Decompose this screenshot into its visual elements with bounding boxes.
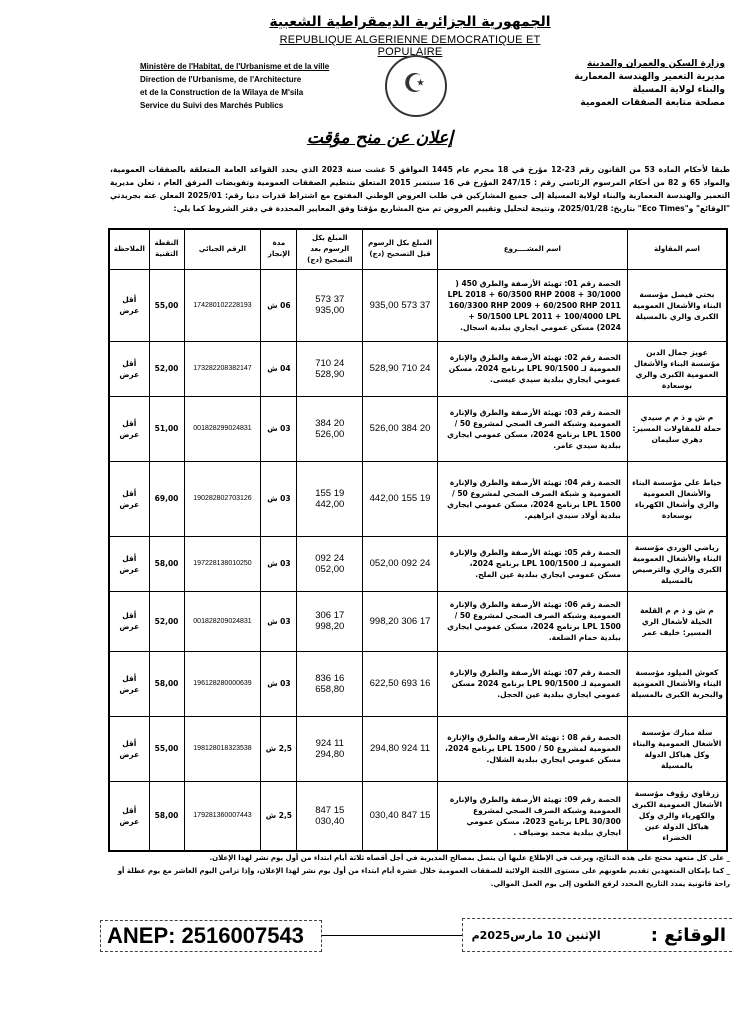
cell-project: الحصة رقم 01: تهيئة الأرصفة والطرق 450 ( 30/1000 LPL 2018 + 60/3500 RHP 2008 + 160/3300 RHP 2009 + 60/2500 RHP 2011 + 50/1500 LPL 2011 + 100/4000 LPL 2024) مسكن عمومي ايجاري ببلدية اسجال. xyxy=(437,269,627,341)
table-row xyxy=(109,536,727,591)
cell-duration: 03 ش xyxy=(261,461,297,536)
column-header-remark: الملاحظة xyxy=(109,229,149,269)
cell-amount-before: 20 384 526,00 xyxy=(363,396,438,461)
cell-duration: 03 ش xyxy=(261,536,297,591)
cell-remark: أقل عرض xyxy=(109,651,149,716)
cell-technical-score: 58,00 xyxy=(149,651,184,716)
cell-amount-after: 11 924 294,80 xyxy=(297,716,363,781)
cell-amount-after: 16 836 658,80 xyxy=(297,651,363,716)
cell-tax-id: 174280102228193 xyxy=(184,269,261,341)
cell-remark: أقل عرض xyxy=(109,591,149,651)
cell-technical-score: 55,00 xyxy=(149,269,184,341)
cell-project: الحصة رقم 05: تهيئة الأرصفة والطرق والإنارة العمومية لـ 100/1500 LPL برنامج 2024، مسكن عمومي ايجاري ببلدية عين الملح. xyxy=(437,536,627,591)
ar-ministry-block xyxy=(505,58,725,110)
cell-duration: 03 ش xyxy=(261,396,297,461)
cell-technical-score: 69,00 xyxy=(149,461,184,536)
column-header-amount-before: المبلغ بكل الرسوم قبل التصحيح (دج) xyxy=(363,229,438,269)
fr-line: Service du Suivi des Marchés Publics xyxy=(140,101,284,110)
ar-line: مديرية التعمير والهندسة المعمارية xyxy=(574,72,725,82)
table-row xyxy=(109,591,727,651)
cell-amount-after: 17 306 998,20 xyxy=(297,591,363,651)
cell-tax-id: 173282208382147 xyxy=(184,341,261,396)
national-seal-icon xyxy=(385,55,447,117)
cell-remark: أقل عرض xyxy=(109,781,149,851)
table-row xyxy=(109,781,727,851)
awards-table xyxy=(108,228,728,852)
column-header-duration: مدة الإنجاز xyxy=(261,229,297,269)
table-row xyxy=(109,461,727,536)
cell-company: خياط علي مؤسسة البناء والأشغال العمومية والري وأشغال الكهرباء بوسعادة xyxy=(627,461,727,536)
cell-company: م ش و ذ م م سيدي حملة للمقاولات المسير: دهري سليمان xyxy=(627,396,727,461)
cell-remark: أقل عرض xyxy=(109,716,149,781)
cell-amount-before: 24 092 052,00 xyxy=(363,536,438,591)
cell-amount-before: 17 306 998,20 xyxy=(363,591,438,651)
cell-project: الحصة رقم 08 : تهيئة الأرصفة والطرق والإنارة العمومية لمشروع 50 / 1500 LPL برنامج 2024، مسكن عمومي ايجاري ببلدية الشلال. xyxy=(437,716,627,781)
cell-remark: أقل عرض xyxy=(109,269,149,341)
cell-project: الحصة رقم 03: تهيئة الأرصفة والطرق والإنارة العمومية وشبكة الصرف الصحي لمشروع 50 / 1500 LPL برنامج 2024، مسكن عمومي ايجاري ببلدية سيدي عامر. xyxy=(437,396,627,461)
ar-line: والبناء لولاية المسيلة xyxy=(632,85,725,95)
cell-duration: 03 ش xyxy=(261,591,297,651)
cell-project: الحصة رقم 02: تهيئة الأرصفة والطرق والإنارة العمومية لـ 90/1500 LPL برنامج 2024، مسكن عمومي ايجاري ببلدية سيدي عيسى. xyxy=(437,341,627,396)
cell-company: كعوش الميلود مؤسسة البناء والأشغال العمومية والبحرية الكبرى بالمسيلة xyxy=(627,651,727,716)
cell-amount-before: 19 155 442,00 xyxy=(363,461,438,536)
table-row xyxy=(109,269,727,341)
cell-company: بختي فيصل مؤسسة البناء والأشغال العمومية الكبرى والري بالمسيلة xyxy=(627,269,727,341)
cell-remark: أقل عرض xyxy=(109,461,149,536)
cell-amount-after: 24 710 528,90 xyxy=(297,341,363,396)
table-row xyxy=(109,651,727,716)
cell-amount-after: 37 573 935,00 xyxy=(297,269,363,341)
cell-tax-id: 198128018323538 xyxy=(184,716,261,781)
cell-technical-score: 58,00 xyxy=(149,781,184,851)
fr-republic-heading: REPUBLIQUE ALGERIENNE DEMOCRATIQUE ET POPULAIRE xyxy=(279,34,541,58)
intro-paragraph: طبقا لأحكام المادة 53 من القانون رقم 23-12 مؤرخ في 18 محرم عام 1445 الموافق 5 غشت سنة 2023 الذي يحدد القواعد العامة المتعلقة بالصفقات العمومية، والمواد 65 و 82 من أحكام المرسوم الرئاسي رقم : 247/15 المؤرخ في 16 سبتمبر 2015 المتعلق بتنظيم الصفقات العمومية وتفويضات المرفق العام ، تعلن مديرية التعمير والهندسة المعمارية والبناء لولاية المسيلة إلى جميع المشاركين في طلب العروض الوطني المفتوح مع اشتراط قدرات دنيا رقم: 2025/01 المعلن عنه بجريدتي "الوقائع" و"Eco Times" بتاريخ: 2025/01/28، ونتيجة لتحليل وتقييم العروض تم منح المشاريع مؤقتا وفق المعايير المحددة في دفتر الشروط كما يلي: xyxy=(110,165,731,213)
notes xyxy=(110,852,730,891)
cell-company: زرقاوي رؤوف مؤسسة الأشغال العمومية الكبرى والكهرباء والري وكل هياكل الدولة عين الخضراء xyxy=(627,781,727,851)
fr-line: Ministère de l'Habitat, de l'Urbanisme et de la ville xyxy=(140,62,330,71)
cell-amount-before: 15 847 030,40 xyxy=(363,781,438,851)
publication-date: الإثنين 10 مارس2025م xyxy=(471,928,601,942)
cell-project: الحصة رقم 07: تهيئة الأرصفة والطرق والإنارة العمومية لـ 90/1500 LPL برنامج 2024 مسكن عمومي ايجاري ببلدية عين الحجل. xyxy=(437,651,627,716)
cell-duration: 03 ش xyxy=(261,651,297,716)
note: _ كما بإمكان المتعهدين تقديم طعونهم على مستوى اللجنة الولائية للصفقات العمومية خلال عشرة أيام ابتداء من أول يوم نشر لهذا الإعلان، وإذا تزامن اليوم العاشر مع يوم عطلة أو راحة قانونية يمدد التاريخ المحدد لرفع الطعون إلى يوم العمل الموالي. xyxy=(117,867,730,888)
cell-company: رياضي الوردي مؤسسة البناء والأشغال العمومية الكبرى والري والترصيص بالمسيلة xyxy=(627,536,727,591)
ar-republic-heading: الجمهورية الجزائرية الديمقراطية الشعبية xyxy=(269,14,551,30)
cell-technical-score: 52,00 xyxy=(149,341,184,396)
column-header-company: اسم المقاولة xyxy=(627,229,727,269)
divider xyxy=(322,935,462,936)
cell-remark: أقل عرض xyxy=(109,396,149,461)
cell-duration: 2,5 ش xyxy=(261,781,297,851)
fr-line: et de la Construction de la Wilaya de M'sila xyxy=(140,88,304,97)
cell-tax-id: 196128280000639 xyxy=(184,651,261,716)
cell-amount-before: 16 693 622,50 xyxy=(363,651,438,716)
ar-line: وزارة السكن والعمران والمدينة xyxy=(586,59,725,69)
table-row xyxy=(109,341,727,396)
cell-remark: أقل عرض xyxy=(109,536,149,591)
cell-amount-after: 19 155 442,00 xyxy=(297,461,363,536)
cell-technical-score: 52,00 xyxy=(149,591,184,651)
table-row xyxy=(109,716,727,781)
cell-tax-id: 179281360007443 xyxy=(184,781,261,851)
cell-tax-id: 001828209024831 xyxy=(184,591,261,651)
cell-duration: 04 ش xyxy=(261,341,297,396)
cell-amount-before: 37 573 935,00 xyxy=(363,269,438,341)
cell-company: م ش و ذ م م القلعة الخيلة لأشغال الري المسير: خليف عمر xyxy=(627,591,727,651)
document-title: إعلان عن منح مؤقت xyxy=(306,128,454,148)
cell-duration: 2,5 ش xyxy=(261,716,297,781)
publication-info xyxy=(462,918,732,952)
column-header-project: اسم المشــــروع xyxy=(437,229,627,269)
cell-technical-score: 55,00 xyxy=(149,716,184,781)
anep-reference: ANEP: 2516007543 xyxy=(100,920,322,952)
fr-line: Direction de l'Urbanisme, de l'Architecture xyxy=(140,75,302,84)
column-header-technical-score: النقطة التقنية xyxy=(149,229,184,269)
cell-duration: 06 ش xyxy=(261,269,297,341)
cell-technical-score: 58,00 xyxy=(149,536,184,591)
cell-amount-after: 24 092 052,00 xyxy=(297,536,363,591)
cell-project: الحصة رقم 09: تهيئة الأرصفة والطرق والإنارة العمومية وشبكة الصرف الصحي لمشروع 30/300 LPL برنامج 2023، مسكن عمومي ايجاري ببلدية محمد بوضياف . xyxy=(437,781,627,851)
cell-amount-after: 15 847 030,40 xyxy=(297,781,363,851)
newspaper-name: الوقائع : xyxy=(650,924,726,946)
cell-tax-id: 190282802703126 xyxy=(184,461,261,536)
column-header-tax-id: الرقم الجبائي xyxy=(184,229,261,269)
cell-amount-before: 11 924 294,80 xyxy=(363,716,438,781)
cell-project: الحصة رقم 04: تهيئة الأرصفة والطرق والإنارة العمومية و شبكة الصرف الصحي لمشروع 50 / 1500 LPL برنامج 2024، مسكن عمومي ايجاري ببلدية أولاد سيدي ابراهيم. xyxy=(437,461,627,536)
cell-technical-score: 51,00 xyxy=(149,396,184,461)
cell-tax-id: 197228138010250 xyxy=(184,536,261,591)
cell-company: سلة مبارك مؤسسة الأشغال العمومية والبناء وكل هياكل الدولة بالمسيلة xyxy=(627,716,727,781)
cell-remark: أقل عرض xyxy=(109,341,149,396)
cell-amount-before: 24 710 528,90 xyxy=(363,341,438,396)
table-row xyxy=(109,396,727,461)
note: _ على كل متعهد محتج على هذه النتائج، ويرغب في الإطلاع عليها أن يتصل بمصالح المديرية في أجل أقصاه ثلاثة أيام ابتداء من أول يوم نشر لهذا الإعلان. xyxy=(209,854,730,862)
cell-amount-after: 20 384 526,00 xyxy=(297,396,363,461)
cell-company: عويز جمال الدين مؤسسة البناء والأشغال العمومية الكبرى والري بوسعادة xyxy=(627,341,727,396)
ar-line: مصلحة متابعة الصفقات العمومية xyxy=(580,98,725,108)
cell-project: الحصة رقم 06: تهيئة الأرصفة والطرق والإنارة العمومية وشبكة الصرف الصحي لمشروع 50 / 1500 LPL برنامج 2024، مسكن عمومي ايجاري ببلدية حمام الضلعة. xyxy=(437,591,627,651)
cell-tax-id: 001828299024831 xyxy=(184,396,261,461)
column-header-amount-after: المبلغ بكل الرسوم بعد التصحيح (دج) xyxy=(297,229,363,269)
fr-ministry-block xyxy=(140,60,380,112)
